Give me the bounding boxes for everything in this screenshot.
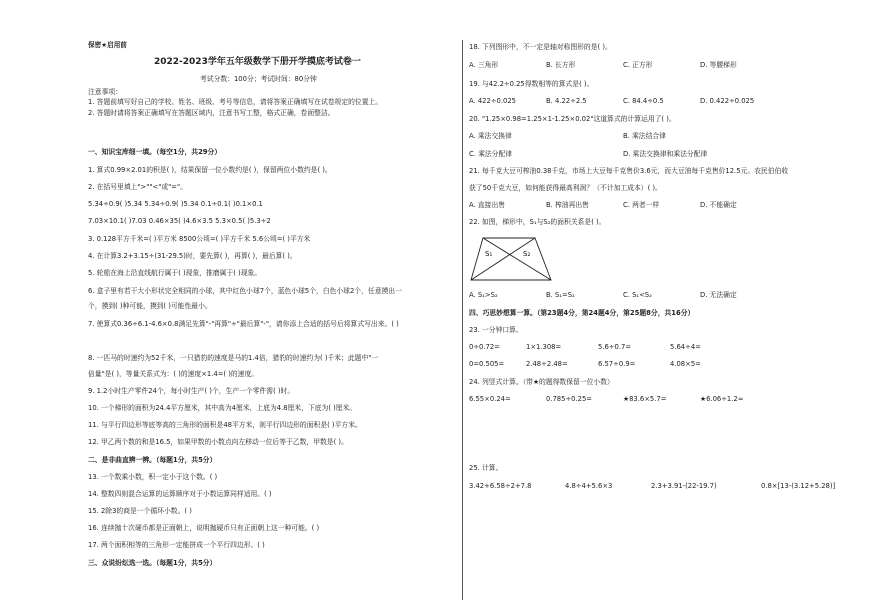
question-21-cont: 获了50千克大豆，如何能获得最高利润？（不计加工成本）( )。	[469, 184, 662, 192]
question-21: 21. 每千克大豆可榨油0.38千克，市场上大豆每千克售价3.6元，而大豆油每千克售价12.5元。农民伯伯收	[469, 167, 789, 175]
option-d: D. 0.422÷0.025	[700, 97, 755, 105]
option-b: B. 4.22÷2.5	[546, 97, 587, 105]
vertical-calc-item: 0.785÷0.25=	[546, 395, 592, 403]
question-24: 24. 列竖式计算。（带★的题得数保留一位小数）	[469, 378, 614, 386]
section-heading: 三、众说纷纭选一选。（每题1分，共5分）	[88, 559, 217, 567]
question-line: 8. 一匹马的时速约为52千米，一只猎豹的速度是马的1.4倍，猎豹的时速约为( )千米；此题中"一	[88, 354, 379, 362]
option-d: D. 乘法交换律和乘法分配律	[623, 150, 708, 158]
mental-math-item: 0÷0.72=	[469, 343, 500, 351]
option-d: D. 无法确定	[700, 291, 737, 299]
question-line: 7. 使算式0.36÷6.1-4.6×0.8满足先算"-"再算"÷"最后算"-"，请你添上合适的括号后将算式写出来。( )	[88, 320, 399, 328]
question-line: 6. 盒子里有若干大小形状完全相同的小球，其中红色小球7个，蓝色小球5个，白色小球2个，任意摸出一	[88, 287, 402, 295]
option-b: B. S₁=S₂	[546, 291, 575, 299]
question-line: 10. 一个梯形的面积为24.4平方厘米，其中高为4厘米，上底为4.8厘米，下底为( )厘米。	[88, 404, 357, 412]
question-line: 14. 整数四则混合运算的运算顺序对于小数运算同样适用。( )	[88, 490, 272, 498]
question-18: 18. 下列图形中，不一定是轴对称图形的是( )。	[469, 43, 612, 51]
left-column	[88, 0, 460, 615]
calc-item: 0.8×[13-(3.12+5.28)]	[761, 482, 836, 490]
mental-math-item: 6.57÷0.9=	[598, 360, 636, 368]
question-line: 3. 0.128平方千米=( )平方米 8500公顷=( )平方千米 5.6公顷=( )平方米	[88, 235, 311, 243]
question-line: 13. 一个数乘小数，积一定小于这个数。( )	[88, 473, 218, 481]
question-line: 倍量"是( )，等量关系式为：( )的速度×1.4=( )的速度。	[88, 370, 259, 378]
question-line: 17. 两个面积相等的三角形一定能拼成一个平行四边形。( )	[88, 541, 265, 549]
note-line: 2. 答题时请将答案正确填写在答题区域内，注意书写工整，格式正确，卷面整洁。	[88, 109, 335, 117]
option-a: A. 三角形	[469, 61, 499, 69]
calc-item: 3.42+6.58÷2+7.8	[469, 482, 532, 490]
question-19: 19. 与42.2÷0.25得数相等的算式是( )。	[469, 80, 594, 88]
exam-info: 考试分数：100分；考试时间：80分钟	[200, 75, 317, 83]
question-20: 20. "1.25×0.98=1.25×1-1.25×0.02"这道算式的计算运用了( )。	[469, 115, 676, 123]
mental-math-item: 5.64÷4=	[670, 343, 701, 351]
option-d: D. 不能确定	[700, 201, 737, 209]
section-heading: 二、是非曲直辨一辨。（每题1分，共5分）	[88, 456, 217, 464]
question-line: 7.03×10.1( )7.03 0.46×35( )4.6×3.5 5.3×0.5( )5.3÷2	[88, 217, 271, 225]
vertical-calc-item: 6.55×0.24=	[469, 395, 511, 403]
option-c: C. 乘法分配律	[469, 150, 513, 158]
option-c: C. 84.4÷0.5	[623, 97, 664, 105]
secret-mark: 保密★启用前	[88, 41, 127, 49]
question-line: 9. 1.2小时生产零件24个，每小时生产( )个，生产一个零件需( )时。	[88, 387, 295, 395]
option-d: D. 等腰梯形	[700, 61, 737, 69]
vertical-calc-item: ★83.6×5.7=	[623, 395, 667, 403]
mental-math-item: 5.6÷0.7=	[598, 343, 632, 351]
vertical-calc-item: ★6.06÷1.2≈	[700, 395, 744, 403]
question-23: 23. 一分钟口算。	[469, 326, 523, 334]
notes-heading: 注意事项：	[88, 88, 122, 96]
question-line: 11. 与平行四边形等底等高的三角形的面积是48平方米，则平行四边形的面积是( )平方米。	[88, 421, 362, 429]
right-column	[469, 0, 853, 615]
option-c: C. S₁<S₂	[623, 291, 652, 299]
option-a: A. 直接出售	[469, 201, 506, 209]
section-heading: 四、巧思妙想算一算。（第23题4分，第24题4分，第25题8分，共16分）	[469, 309, 695, 317]
question-line: 1. 算式0.99×2.01的积是( )，结果保留一位小数约是( )，保留两位小数约是( )。	[88, 166, 332, 174]
question-line: 5.34÷0.9( )5.34 5.34÷0.9( )5.34 0.1÷0.1( )0.1×0.1	[88, 200, 263, 208]
question-line: 12. 甲乙两个数的和是16.5，如果甲数的小数点向左移动一位后等于乙数，甲数是( )。	[88, 438, 348, 446]
option-a: A. 422÷0.025	[469, 97, 516, 105]
section-heading: 一、知识宝库细一填。（每空1分，共29分）	[88, 148, 222, 156]
question-line: 个，摸到( )种可能，摸到( )可能性最小。	[88, 302, 212, 310]
option-b: B. 长方形	[546, 61, 576, 69]
option-b: B. 乘法结合律	[623, 132, 666, 140]
mental-math-item: 4.08×5=	[670, 360, 701, 368]
page-title: 2022-2023学年五年级数学下册开学摸底考试卷一	[154, 57, 361, 67]
note-line: 1. 答题前填写好自己的学校、姓名、班级、考号等信息，请将答案正确填写在试卷规定的位置上。	[88, 98, 383, 106]
mental-math-item: 1×1.308=	[526, 343, 562, 351]
column-divider	[462, 40, 463, 600]
option-a: A. 乘法交换律	[469, 132, 512, 140]
option-c: C. 正方形	[623, 61, 653, 69]
question-line: 4. 在计算3.2+3.15÷(31-29.5)时，要先算( )，再算( )，最后算( )。	[88, 252, 297, 260]
question-line: 15. 2除3的商是一个循环小数。( )	[88, 507, 192, 515]
mental-math-item: 0=0.505=	[469, 360, 505, 368]
calc-item: 4.8÷4+5.6×3	[565, 482, 613, 490]
question-line: 5. 轮船在海上沿直线航行属于( )现象，推磨属于( )现象。	[88, 269, 262, 277]
calc-item: 2.3+3.91-(22-19.7)	[651, 482, 717, 490]
option-a: A. S₁>S₂	[469, 291, 498, 299]
option-c: C. 两者一样	[623, 201, 660, 209]
question-22: 22. 如图，梯形中，S₁与S₂的面积关系是( )。	[469, 218, 606, 226]
question-line: 16. 连续抛十次硬币都是正面朝上，说明抛硬币只有正面朝上这一种可能。( )	[88, 524, 320, 532]
mental-math-item: 2.48÷2.48=	[526, 360, 568, 368]
trapezoid-figure	[469, 232, 553, 284]
s2-label: S₂	[523, 250, 531, 258]
question-25: 25. 计算。	[469, 464, 503, 472]
question-line: 2. 在括号里填上">""<"或"="。	[88, 183, 187, 191]
option-b: B. 榨油再出售	[546, 201, 589, 209]
s1-label: S₁	[485, 250, 493, 258]
